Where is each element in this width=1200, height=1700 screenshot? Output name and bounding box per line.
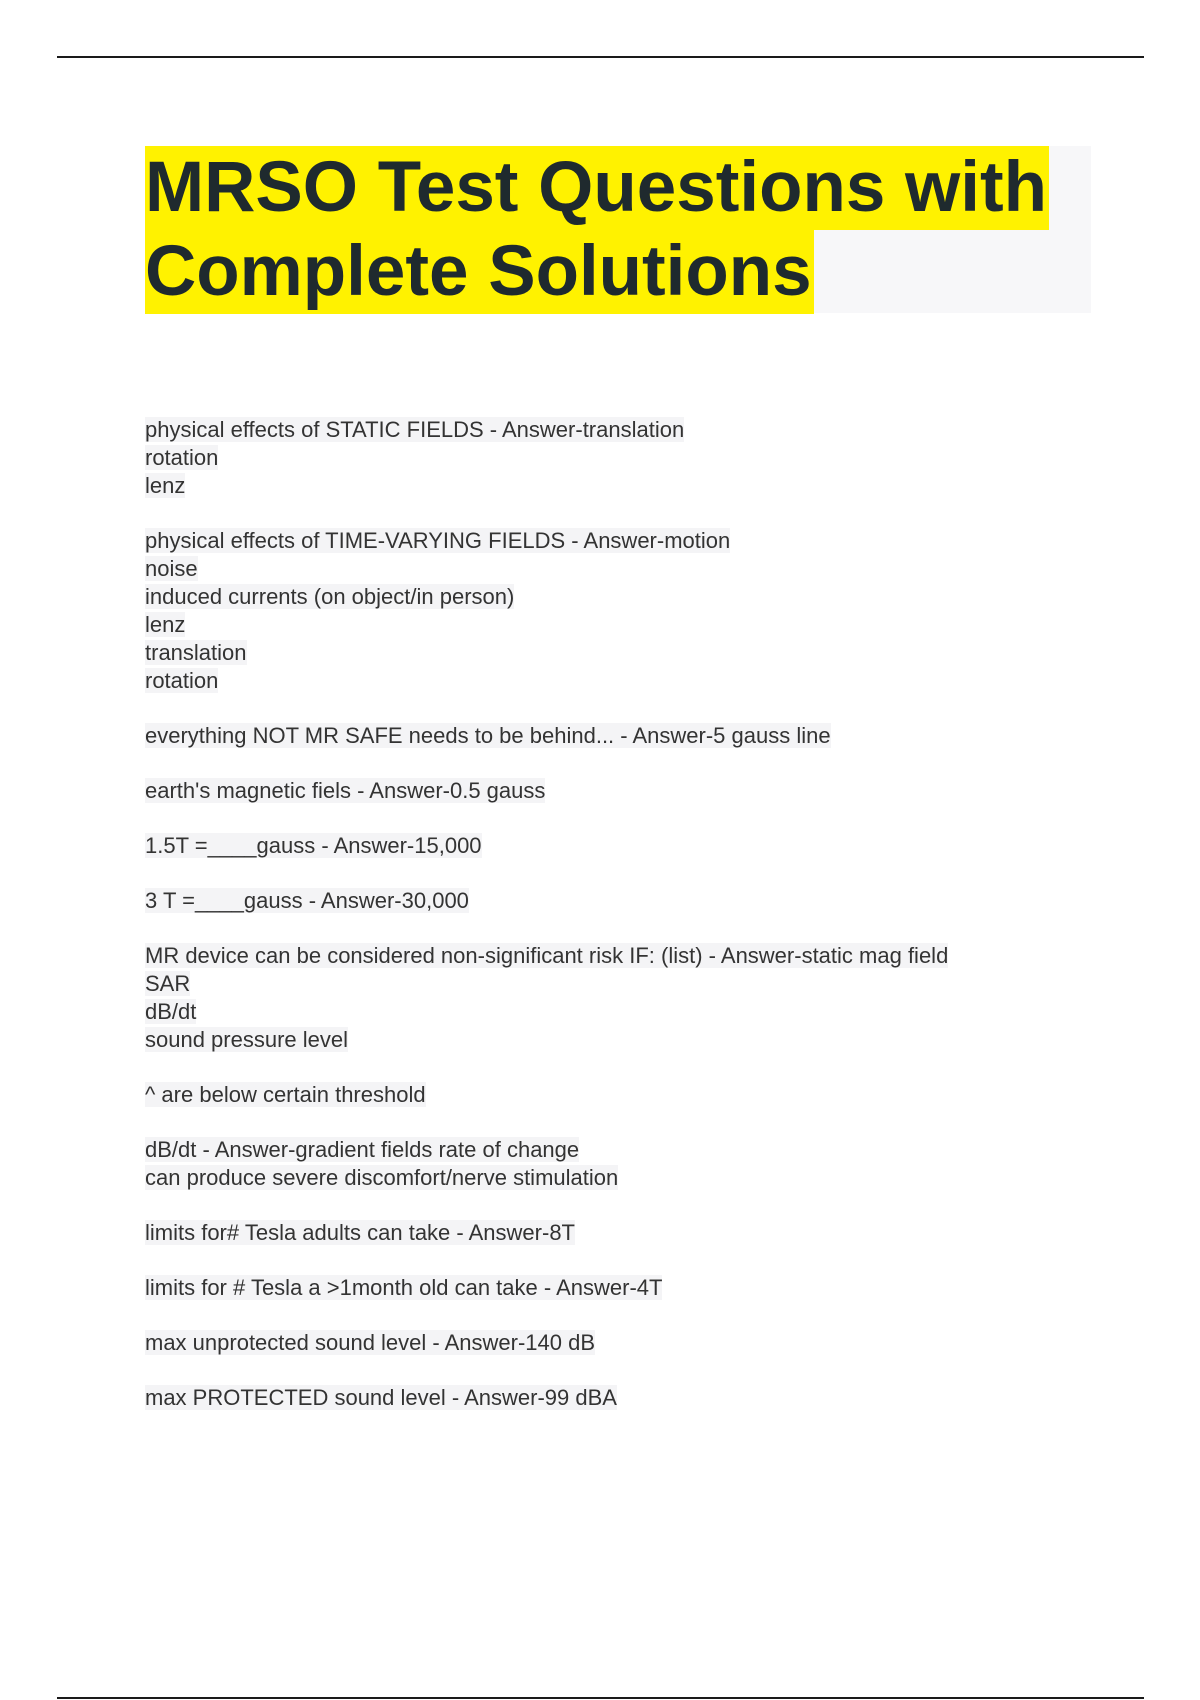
qa-text: physical effects of TIME-VARYING FIELDS - Answer-motion [145, 528, 731, 553]
qa-text: rotation [145, 445, 219, 470]
qa-answer-line [145, 1164, 1105, 1192]
question-answer-list [145, 416, 1105, 1439]
qa-question-line [145, 722, 1105, 750]
title-block [145, 146, 1091, 313]
qa-text: sound pressure level [145, 1027, 349, 1052]
title-line-2: Complete Solutions [145, 230, 814, 314]
qa-item [145, 722, 1105, 750]
qa-question-line [145, 887, 1105, 915]
qa-item [145, 1384, 1105, 1412]
qa-item [145, 1219, 1105, 1247]
top-divider [57, 56, 1144, 58]
qa-item [145, 942, 1105, 1054]
qa-text: dB/dt - Answer-gradient fields rate of change [145, 1137, 580, 1162]
qa-answer-line [145, 639, 1105, 667]
qa-answer-line [145, 583, 1105, 611]
qa-text: SAR [145, 971, 191, 996]
qa-item [145, 1329, 1105, 1357]
qa-item [145, 832, 1105, 860]
qa-answer-line [145, 444, 1105, 472]
qa-question-line [145, 416, 1105, 444]
qa-answer-line [145, 472, 1105, 500]
qa-text: can produce severe discomfort/nerve stimulation [145, 1165, 619, 1190]
qa-text: dB/dt [145, 999, 197, 1024]
qa-question-line [145, 942, 1105, 970]
qa-question-line [145, 1081, 1105, 1109]
qa-item [145, 1081, 1105, 1109]
qa-text: limits for# Tesla adults can take - Answer-8T [145, 1220, 575, 1245]
qa-text: limits for # Tesla a >1month old can take - Answer-4T [145, 1275, 663, 1300]
qa-item [145, 1274, 1105, 1302]
qa-text: noise [145, 556, 198, 581]
qa-answer-line [145, 611, 1105, 639]
qa-answer-line [145, 970, 1105, 998]
qa-answer-line [145, 998, 1105, 1026]
qa-answer-line [145, 1026, 1105, 1054]
qa-question-line [145, 1219, 1105, 1247]
page-title [145, 146, 1091, 314]
qa-text: physical effects of STATIC FIELDS - Answer-translation [145, 417, 685, 442]
qa-question-line [145, 1274, 1105, 1302]
qa-text: lenz [145, 473, 186, 498]
qa-text: 3 T =____gauss - Answer-30,000 [145, 888, 469, 913]
qa-text: lenz [145, 612, 186, 637]
qa-text: translation [145, 640, 247, 665]
qa-text: everything NOT MR SAFE needs to be behind... - Answer-5 gauss line [145, 723, 831, 748]
qa-text: earth's magnetic fiels - Answer-0.5 gauss [145, 778, 546, 803]
qa-text: max unprotected sound level - Answer-140 dB [145, 1330, 596, 1355]
qa-text: ^ are below certain threshold [145, 1082, 426, 1107]
qa-answer-line [145, 555, 1105, 583]
qa-question-line [145, 1384, 1105, 1412]
qa-item [145, 527, 1105, 695]
qa-text: 1.5T =____gauss - Answer-15,000 [145, 833, 482, 858]
qa-text: max PROTECTED sound level - Answer-99 dBA [145, 1385, 617, 1410]
qa-answer-line [145, 667, 1105, 695]
qa-question-line [145, 777, 1105, 805]
qa-text: MR device can be considered non-significant risk IF: (list) - Answer-static mag field [145, 943, 949, 968]
qa-item [145, 887, 1105, 915]
qa-text: rotation [145, 668, 219, 693]
qa-question-line [145, 1329, 1105, 1357]
title-line-1: MRSO Test Questions with [145, 146, 1049, 230]
qa-item [145, 777, 1105, 805]
qa-question-line [145, 1136, 1105, 1164]
qa-question-line [145, 527, 1105, 555]
qa-question-line [145, 832, 1105, 860]
qa-item [145, 416, 1105, 500]
bottom-divider [57, 1697, 1144, 1699]
qa-item [145, 1136, 1105, 1192]
qa-text: induced currents (on object/in person) [145, 584, 515, 609]
